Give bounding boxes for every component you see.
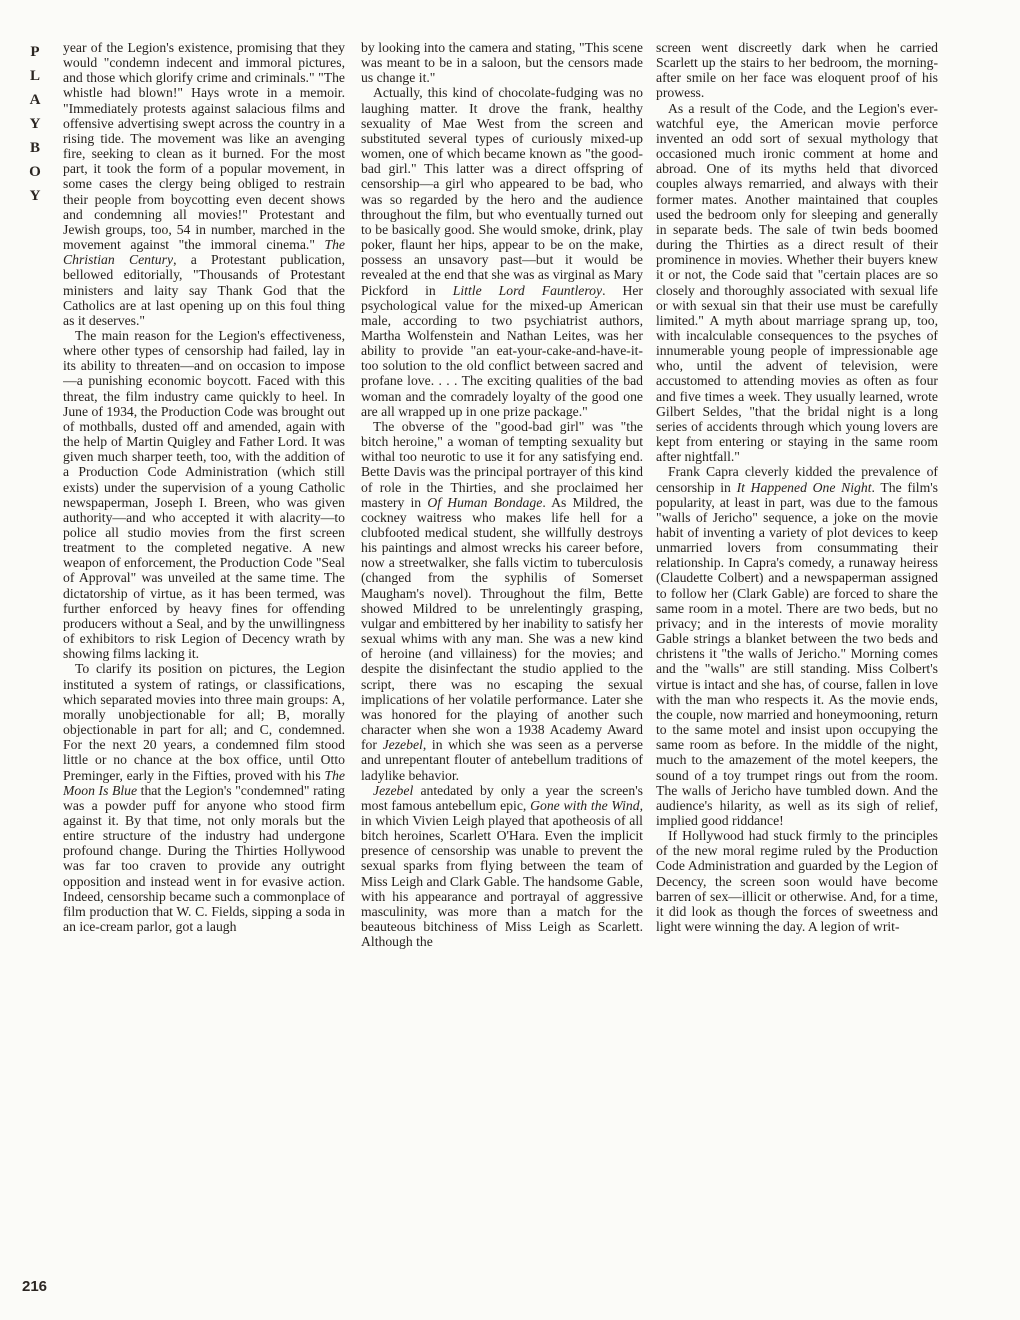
running-head-letter: L [29,68,40,84]
running-head [22,40,48,208]
article-paragraph [656,101,938,465]
article-paragraph [361,85,643,418]
italic-title: It Happened One Night [736,479,872,495]
text-run: The main reason for the Legion's effectiveness, where other types of censorship had failed, lay in its ability to threaten—and on occasion to impose—a punishing economic boycott. Faced with this threat, the film industry came quickly to heel. In June of 1934, the Production Code was brought out of mothballs, dusted off and amended, again with the help of Martin Quigley and Father Lord. It was given much sharper teeth, too, with the addition of a Production Code Administration (which still exists) under the supervision of a young Catholic newspaperman, Joseph I. Breen, who was given authority—and who accepted it with alacrity—to police all studio movies from the first screen treatment to the completed negative. A new weapon of enforcement, the Production Code "Seal of Approval" was unveiled at the same time. The dictatorship of virtue, as it has been termed, was further enforced by heavy fines for offending producers without a Seal, and by the unwillingness of exhibitors to risk Legion of Decency wrath by showing films lacking it. [63,327,345,662]
text-run: . As Mildred, the cockney waitress who makes life hell for a clubfooted medical student, she willfully destroys his paintings and almost wrecks his career before, now a streetwalker, she falls victim to tuberculosis (changed from the syphilis of Somerset Maugham's novel). Throughout the film, Bette showed Mildred to be unrelentingly grasping, vulgar and embittered by her inability to satisfy her sexual whims with any man. She was a new kind of heroine (and villainess) for the movies; and despite the disinfectant the studio applied to the script, there was no escaping the sexual implications of her volatile performance. Later she was honored for the playing of another such character when she won a 1938 Academy Award for [361,494,643,753]
text-run: year of the Legion's existence, promising that they would "condemn indecent and immoral pictures, and those which glorify crime and criminals." "The whistle had blown!" Hays wrote in a memoir. "Immediately protests against salacious films and offensive advertising swept across the country in a rising tide. The movement was like an avenging fire, seeking to clean as it burned. For the most part, it took the form of a popular movement, in some cases the clergy being obliged to restrain their people from boycotting even decent shows and condemning all movies!" Protestant and Jewish groups, too, 54 in number, marched in the movement against "the immoral cinema." [63,40,345,253]
running-head-letter: P [30,44,40,60]
text-run: . The film's popularity, at least in part, was due to the famous "walls of Jericho" sequence, a joke on the movie habit of inventing a variety of plot devices to keep unmarried lovers from consummating their relationship. In Capra's comedy, a runaway heiress (Claudette Colbert) and a newspaperman assigned to follow her (Clark Gable) are forced to share the same room in a motel. There are two beds, but no privacy; and in the interests of movie morality Gable strings a blanket between the two beds and christens it "the walls of Jericho." Morning comes and the "walls" are still standing. Miss Colbert's virtue is intact and she has, of course, fallen in love with the man who respects it. As the movie ends, the couple, now married and honeymooning, return to the same motel and insist upon occupying the same room as before. In the middle of the night, much to the amazement of the motel keepers, the sound of a toy trumpet rings out from the room. The walls of Jericho have tumbled down. And the audience's hilarity, as well as its sigh of relief, implied good riddance! [656,479,938,828]
italic-title: Little Lord Fauntleroy [452,282,603,298]
text-column-2 [361,40,643,1294]
italic-title: The Moon Is Blue [63,767,345,798]
running-head-letter: O [29,164,41,180]
running-head-letter: B [29,140,40,156]
text-run: , a Protestant publication, bellowed editorially, "Thousands of Protestant ministers and laity say Thank God that the Catholics are at last opening up on this foul thing as it deserves." [63,252,345,328]
text-run: by looking into the camera and stating, "This scene was meant to be in a saloon, but the censors made us change it." [361,40,643,86]
text-column-1 [63,40,345,1294]
italic-title: Jezebel [382,737,423,753]
italic-title: Gone with the Wind [530,797,640,813]
running-head-letter: Y [29,116,41,132]
article-paragraph [361,783,643,950]
article-paragraph [361,419,643,783]
article-paragraph [63,661,345,934]
text-run: If Hollywood had stuck firmly to the principles of the new moral regime ruled by the Production Code Administration and guarded by the Legion of Decency, the screen soon would have become barren of sex—illicit or otherwise. And, for a time, it did look as though the forces of sweetness and light were winning the day. A legion of writ- [656,828,938,935]
page-number: 216 [22,1278,48,1295]
text-run: . Her psychological value for the mixed-up American male, according to two psychiatrist authors, Martha Wolfenstein and Nathan Leites, was her ability to provide "an eat-your-cake-and-have-it-too solution to the old conflict between sacred and profane love. . . . The exciting qualities of the bad woman and the comradely loyalty of the good one are all wrapped up in one prize package." [361,282,643,419]
text-run: To clarify its position on pictures, the Legion instituted a system of ratings, or classifications, which separated movies into three main groups: A, morally unobjectionable for all; B, morally objectionable in part for all; and C, condemned. For the next 20 years, a condemned film stood little or no chance at the box office, until Otto Preminger, early in the Fifties, proved with his [63,661,345,783]
article-paragraph [361,40,643,85]
text-run: The obverse of the "good-bad girl" was "the bitch heroine," a woman of tempting sexuality but withal too neurotic to use it for any satisfying end. Bette Davis was the principal portrayer of this kind of role in the Thirties, and she proclaimed her mastery in [361,418,643,510]
article-paragraph [656,464,938,828]
text-run: , in which Vivien Leigh played that apotheosis of all bitch heroines, Scarlett O'Hara. Even the implicit presence of censorship was unable to prevent the sexual sparks from flying between the team of Miss Leigh and Clark Gable. The handsome Gable, with his appearance and portrayal of aggressive masculinity, was more than a match for the beauteous bitchiness of Miss Leigh as Scarlett. Although the [361,797,643,950]
article-paragraph [656,40,938,101]
text-run: antedated by only a year the screen's most famous antebellum epic, [361,782,643,813]
running-head-letter: A [29,92,41,108]
text-run: Frank Capra cleverly kidded the prevalence of censorship in [656,464,938,495]
article-paragraph [63,40,345,328]
text-run: As a result of the Code, and the Legion's ever-watchful eye, the American movie perforce invented an odd sort of sexual mythology that occasioned much ironic comment at home and abroad. One of its myths held that divorced couples always remarried, and always with their former mates. Another maintained that couples used the bedroom only for sleeping and generally in separate beds. The sale of twin beds boomed during the Thirties as a direct result of their prominence in movies. Whether their buyers knew it or not, the Code said that "certain places are so closely and thoroughly associated with sexual life or with sexual sin that their use must be carefully limited." A myth about marriage sprang up, too, with incalculable consequences to the psyches of innumerable young people of impressionable age who, until the advent of television, were accustomed to attending movies as often as four and five times a week. They usually learned, wrote Gilbert Seldes, "that the bridal night is a long series of accidents through which young lovers are kept from entering or staying in the same room after nightfall." [656,100,938,465]
article-paragraph [656,828,938,934]
italic-title: Jezebel [373,782,414,798]
italic-title: Of Human Bondage [427,494,543,510]
article-paragraph [63,328,345,661]
text-run: , in which she was seen as a perverse and unrepentant flouter of antebellum traditions of ladylike behavior. [361,737,643,783]
text-column-3 [656,40,938,1294]
running-head-letter: Y [29,188,41,204]
text-run: Actually, this kind of chocolate-fudging was no laughing matter. It drove the frank, healthy sexuality of Mae West from the screen and substituted several types of curiously mixed-up women, one of which became known as "the good-bad girl." This latter was a direct offspring of censorship—a girl who appeared to be bad, who was so regarded by the hero and the audience throughout the film, but who eventually turned out to be basically good. She would smoke, drink, play poker, flaunt her hips, appear to be on the make, possess an unsavory past—but it would be revealed at the end that she was as virginal as Mary Pickford in [361,85,643,298]
text-run: screen went discreetly dark when he carried Scarlett up the stairs to her bedroom, the morning-after smile on her face was eloquent proof of his prowess. [656,40,938,101]
italic-title: The Christian Century [63,237,345,268]
text-run: that the Legion's "condemned" rating was a powder puff for anyone who stood firm against it. By that time, not only morals but the entire structure of the industry had undergone profound change. During the Thirties Hollywood was far too craven to provide any outright opposition and instead went in for evasive action. Indeed, censorship became such a commonplace of film production that W. C. Fields, sipping a soda in an ice-cream parlor, got a laugh [63,782,345,935]
